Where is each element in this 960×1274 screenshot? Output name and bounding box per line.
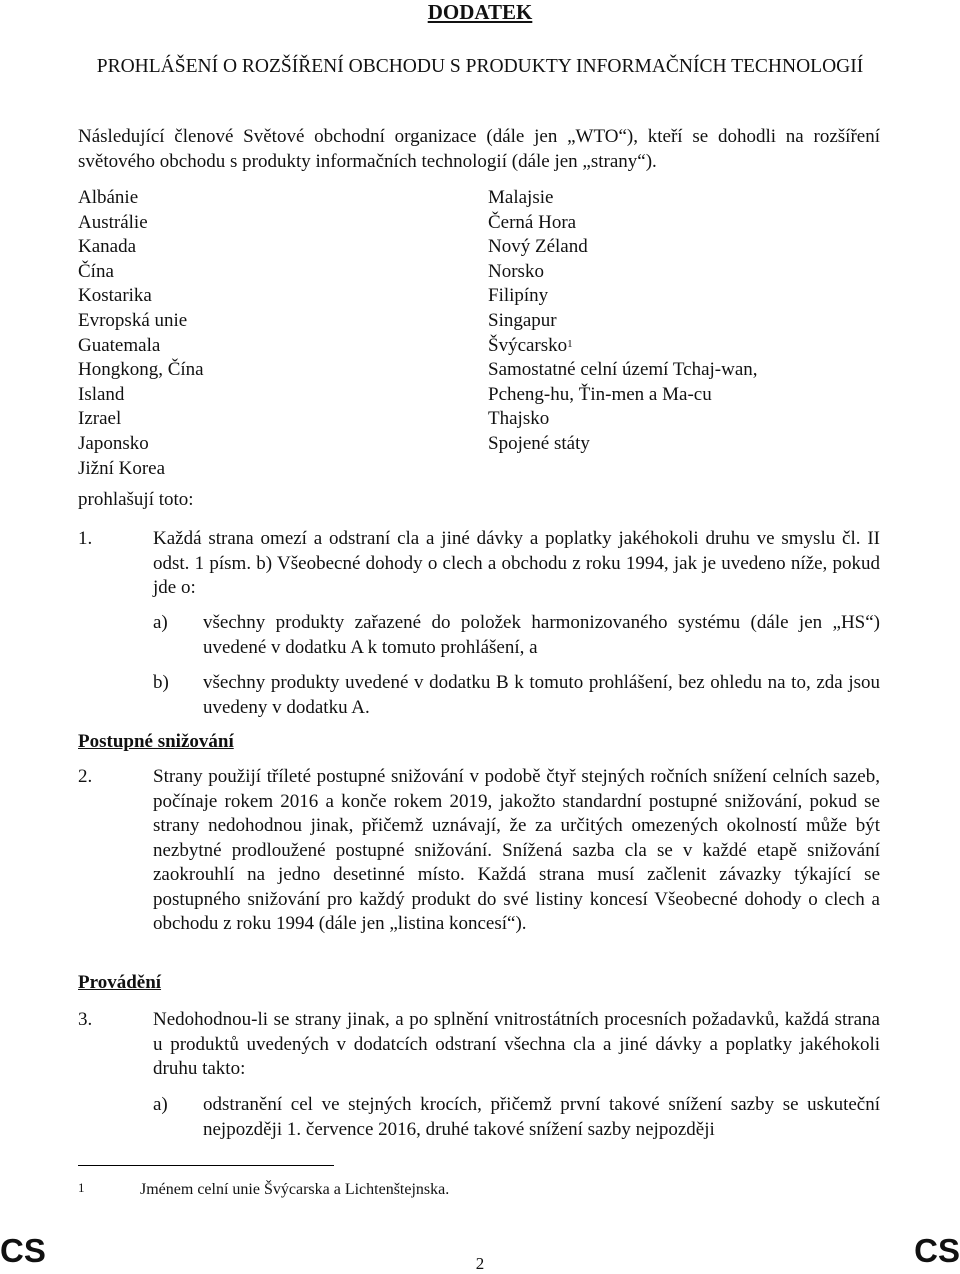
paragraph-number: 2. [78, 766, 93, 787]
language-code-right: CS [914, 1232, 960, 1269]
member-item: Thajsko [488, 408, 550, 430]
language-code-left: CS [0, 1232, 46, 1269]
paragraph-text: Každá strana omezí a odstraní cla a jiné dávky a poplatky jakéhokoli druhu ve smyslu čl. II odst. 1 písm. b) Všeobecné dohody o clech a obchodu z roku 1994, jak je uvedeno níže, pokud jde o: [153, 528, 880, 598]
member-item-with-footnote [488, 334, 758, 359]
item-text: všechny produkty uvedené v dodatku B k tomuto prohlášení, bez ohledu na to, zda jsou uvedeny v dodatku A. [203, 672, 880, 718]
member-item: Jižní Korea [78, 457, 166, 479]
paragraph-number: 1. [78, 528, 93, 549]
member-item: Japonsko [78, 432, 149, 454]
member-item: Albánie [78, 187, 139, 208]
member-item: Austrálie [78, 211, 148, 233]
member-name: Švýcarsko [488, 334, 568, 356]
footnote-text: Jménem celní unie Švýcarska a Lichtenštejnska. [140, 1181, 450, 1198]
footnote-separator [78, 1165, 334, 1166]
document-title: DODATEK [427, 0, 533, 24]
section-heading-phased-reduction: Postupné snižování [78, 731, 234, 752]
section-heading-implementation: Provádění [78, 972, 162, 993]
members-left-column [78, 186, 204, 481]
footnote-reference[interactable]: 1 [567, 337, 573, 350]
member-item: Spojené státy [488, 432, 590, 454]
item-text: všechny produkty zařazené do položek harmonizovaného systému (dále jen „HS“) uvedené v dodatku A k tomuto prohlášení, a [203, 612, 880, 658]
member-item: Pcheng-hu, Ťin-men a Ma-cu [488, 383, 712, 405]
member-item: Island [78, 383, 125, 405]
item-letter: a) [153, 1094, 168, 1115]
item-letter: b) [153, 672, 169, 693]
member-item: Hongkong, Čína [78, 359, 204, 381]
footnote-number: 1 [78, 1180, 85, 1195]
member-item: Guatemala [78, 334, 161, 356]
document-subtitle: PROHLÁŠENÍ O ROZŠÍŘENÍ OBCHODU S PRODUKTY INFORMAČNÍCH TECHNOLOGIÍ [96, 56, 864, 77]
item-text: odstranění cel ve stejných krocích, přičemž první takové snížení sazby se uskuteční nejpozději 1. července 2016, druhé takové snížení sazby nejpozději [203, 1094, 880, 1140]
member-item: Kostarika [78, 285, 152, 307]
member-item: Izrael [78, 408, 122, 430]
member-item: Nový Zéland [488, 236, 588, 258]
member-item: Malajsie [488, 187, 554, 208]
member-item: Singapur [488, 309, 557, 331]
member-item: Kanada [78, 236, 137, 258]
member-item: Evropská unie [78, 309, 188, 331]
member-item: Samostatné celní území Tchaj-wan, [488, 359, 758, 381]
intro-paragraph: Následující členové Světové obchodní organizace (dále jen „WTO“), kteří se dohodli na rozšíření světového obchodu s produkty informačních technologií (dále jen „strany“). [78, 126, 880, 172]
paragraph-number: 3. [78, 1009, 93, 1030]
member-item: Černá Hora [488, 211, 577, 233]
paragraph-text: Nedohodnou-li se strany jinak, a po splnění vnitrostátních procesních požadavků, každá strana u produktů uvedených v dodatcích odstraní všechna cla a jiné dávky a poplatky jakéhokoli druhu takto: [153, 1009, 880, 1079]
declare-line: prohlašují toto: [78, 489, 194, 510]
member-item: Čína [78, 260, 114, 282]
item-letter: a) [153, 612, 168, 633]
paragraph-text: Strany použijí tříleté postupné snižování v podobě čtyř stejných ročních snížení celních sazeb, počínaje rokem 2016 a konče rokem 2019, jakožto standardní postupné snižování, pokud se strany nedohodnou jinak, přičemž uznávají, že za určitých omezených okolností může být nezbytné prodloužené postupné snižování. Snížená sazba cla se v každé etapě snižování zaokrouhlí na jedno desetinné místo. Každá strana musí začlenit závazky týkající se postupného snižování pro každý produkt do své listiny koncesí Všeobecné dohody o clech a obchodu z roku 1994 (dále jen „listina koncesí“). [153, 766, 880, 934]
members-right-column [488, 186, 758, 457]
member-item: Filipíny [488, 285, 549, 307]
member-item: Norsko [488, 260, 544, 282]
page-number: 2 [475, 1254, 485, 1273]
